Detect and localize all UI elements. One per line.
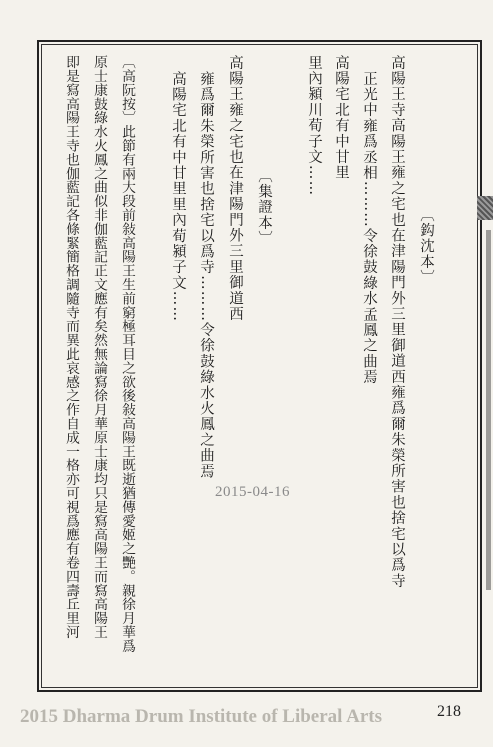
text-column: 高陽宅北有中甘里 bbox=[333, 55, 349, 181]
text-column: 高陽王雍之宅也在津陽門外三里御道西 bbox=[227, 55, 243, 322]
page-number: 218 bbox=[437, 703, 461, 720]
page-edge-shadow bbox=[486, 230, 491, 590]
heading-jizheng: 〔集證本〕 bbox=[256, 168, 272, 247]
text-column: 正光中雍爲丞相………令徐鼓綠水孟鳳之曲焉 bbox=[361, 71, 377, 385]
text-column: 高陽宅北有中甘里里內荀潁子文…… bbox=[170, 71, 186, 323]
watermark-date: 2015-04-16 bbox=[215, 484, 290, 500]
commentary-column: 即是寫高陽王寺也伽藍記各條緊簡格調隨寺而異此哀感之作自成一格亦可視爲應有卷四壽丘里河 bbox=[63, 55, 79, 639]
text-column: 雍爲爾朱榮所害也捨宅以爲寺………令徐鼓綠水火鳳之曲焉 bbox=[198, 71, 214, 480]
footer-watermark: 2015 Dharma Drum Institute of Liberal Arts bbox=[20, 706, 383, 727]
commentary-column: 原士康鼓綠水火鳳之曲似非伽藍記正文應有矣然無論寫徐月華原士康均只是寫高陽王而寫高陽王 bbox=[91, 55, 107, 639]
heading-gouchen: 〔鈎沈本〕 bbox=[418, 207, 434, 286]
commentary-column: 〔高阮按〕此節有兩大段前敍高陽王生前窮極耳目之欲後敍高陽王既逝猶傳愛姬之艷。親徐月華爲 bbox=[119, 55, 135, 653]
text-column: 里內潁川荀子文…… bbox=[306, 55, 322, 197]
page-edge-tab bbox=[477, 196, 493, 220]
text-column: 高陽王寺高陽王雍之宅也在津陽門外三里御道西雍爲爾朱榮所害也捨宅以爲寺 bbox=[389, 55, 405, 589]
